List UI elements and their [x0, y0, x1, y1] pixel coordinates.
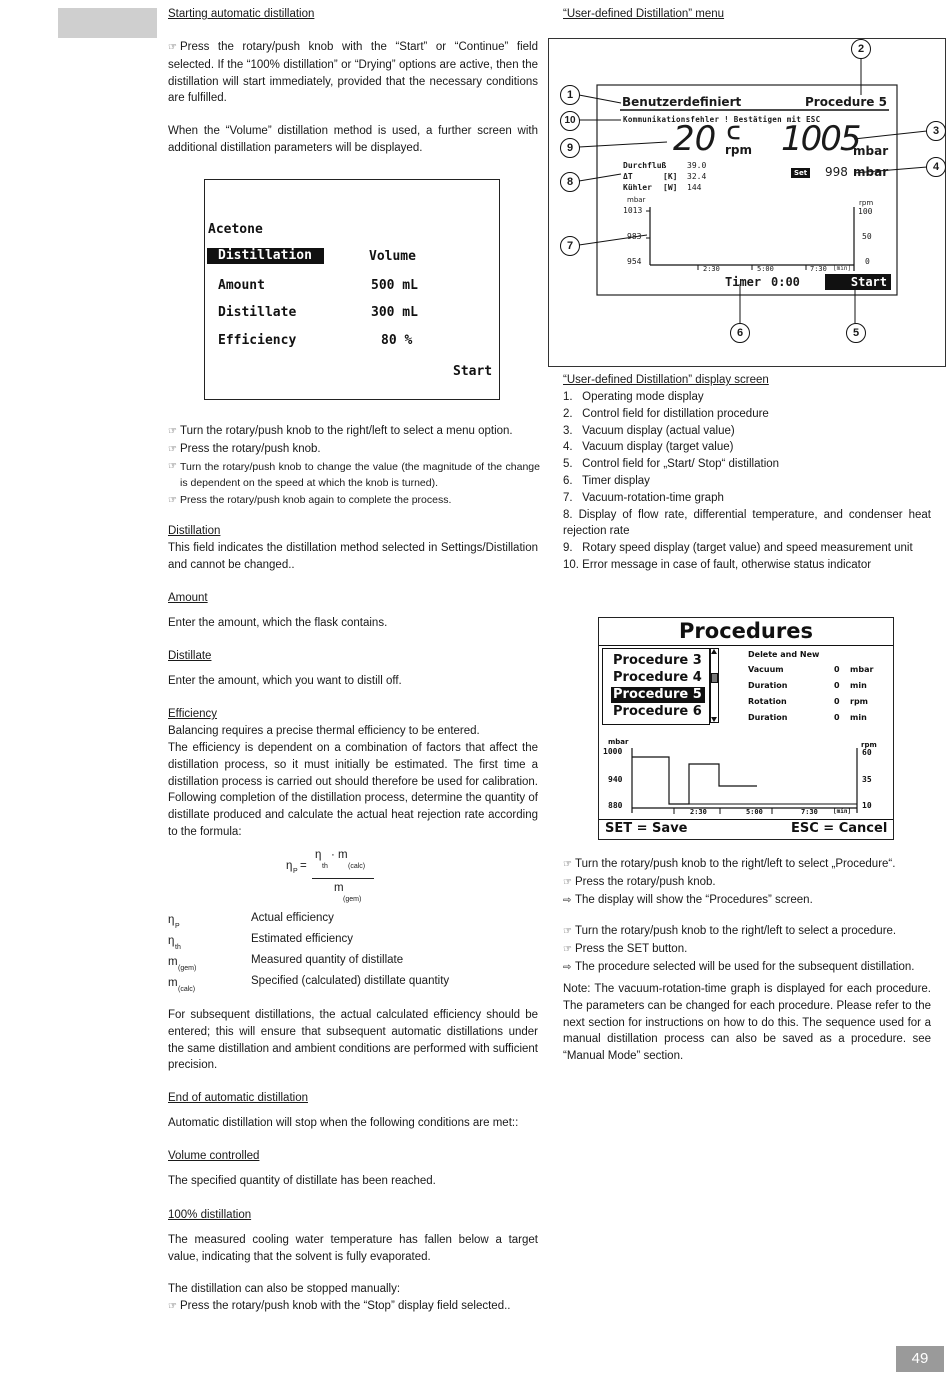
list-item: 3. Vacuum display (actual value): [563, 424, 735, 437]
list-item: 1. Operating mode display: [563, 391, 704, 403]
y-tick-left: 1013: [623, 206, 643, 215]
fraction-bar: [312, 878, 374, 879]
callout-10: 10: [560, 111, 580, 131]
formula-num-eta-sub: th: [322, 863, 328, 870]
amount-text: Enter the amount, which the flask contains.: [168, 617, 388, 629]
y-tick-right: 0: [865, 257, 870, 266]
end-text: Automatic distillation will stop when the following conditions are met::: [168, 1117, 519, 1129]
delete-new-option[interactable]: Delete and New: [748, 650, 820, 659]
speed-value: 20: [673, 119, 717, 159]
legend-row: [168, 952, 404, 972]
end-heading: End of automatic distillation: [168, 1092, 308, 1104]
start-heading: Starting automatic distillation: [168, 8, 315, 20]
param-vacuum-unit: mbar: [850, 665, 874, 674]
distillation-text: This field indicates the distillation method selected in Settings/Distillation and cannot be changed..: [168, 542, 538, 571]
hundred-text: The measured cooling water temperature has fallen below a target value, indicating that the solvent is fully evaporated.: [168, 1234, 538, 1263]
formula-num-m-sub: (calc): [348, 863, 366, 870]
formula-den-m-sub: (gem): [343, 896, 362, 903]
callout-1: 1: [560, 85, 580, 105]
page-number-box: [896, 1346, 944, 1372]
speed-unit: rpm: [725, 143, 753, 157]
list-item: ☞ Press the SET button.: [563, 941, 933, 959]
distillate-text: Enter the amount, which you want to distill off.: [168, 675, 402, 687]
procedures-title: Procedures: [679, 619, 813, 643]
formula-num-eta: η: [315, 849, 322, 861]
list-item: 4. Vacuum display (target value): [563, 441, 734, 454]
timer-label: Timer: [725, 275, 762, 289]
list-item: 9. Rotary speed display (target value) and speed measurement unit: [563, 542, 913, 555]
y-tick-right: 10: [862, 801, 872, 810]
x-tick: 2:30: [690, 808, 707, 816]
y-tick-right: 100: [858, 207, 873, 216]
y-tick-right: 50: [862, 232, 872, 241]
esc-cancel-label[interactable]: ESC = Cancel: [791, 821, 888, 836]
set-save-label[interactable]: SET = Save: [605, 821, 688, 836]
menu-heading: “User-defined Distillation” menu: [563, 8, 725, 20]
procedure-field[interactable]: Procedure 5: [805, 95, 887, 109]
note-text: Note: The vacuum-rotation-time graph is displayed for each procedure. The parameters can be changed for each procedure. Please refer to the next section for instructions on how to do this. The sequence used for a manual distillation process can also be saved as a procedure. see “Manual Mode” section.: [563, 983, 931, 1063]
y-tick-right: 35: [862, 775, 872, 784]
param-rotation-label: Rotation: [748, 697, 787, 706]
formula-num-m: · m: [331, 849, 348, 861]
legend-desc: Measured quantity of distillate: [251, 954, 404, 966]
dt-value: 32.4: [687, 172, 707, 181]
x-tick: 7:30: [801, 808, 818, 816]
y-tick-left: 940: [608, 775, 623, 784]
procedure-graph: [599, 618, 893, 839]
callout-8: 8: [560, 172, 580, 192]
efficiency-value[interactable]: 80 %: [381, 333, 413, 348]
volume-note: When the “Volume” distillation method is used, a further screen with additional distillation parameters will be displayed.: [168, 125, 538, 154]
callout-5: 5: [846, 323, 866, 343]
param-duration-unit: min: [850, 681, 867, 690]
efficiency-label: Efficiency: [218, 333, 297, 348]
list-item: ☞ Turn the rotary/push knob to the right/left to select a procedure.: [563, 923, 933, 941]
list-item: ☞ Press the rotary/push knob.: [168, 441, 540, 459]
steps-list: [168, 423, 540, 510]
x-tick: 5:00: [757, 265, 774, 273]
pointing-hand-icon: ☞: [168, 495, 177, 507]
list-item: 5. Control field for „Start/ Stop“ distillation: [563, 458, 780, 471]
list-item: ☞ Press the rotary/push knob.: [563, 874, 933, 892]
list-item: 6. Timer display: [563, 474, 650, 487]
legend-symbol: η: [168, 914, 175, 926]
y-tick-right: 60: [862, 748, 872, 757]
dt-unit: [K]: [663, 172, 678, 181]
subsequent-text: For subsequent distillations, the actual calculated efficiency should be entered; this will ensure that subsequent automatic distillations under the same distillation and ambient conditions are performed with sufficient precision.: [168, 1009, 538, 1072]
list-item: 10. Error message in case of fault, otherwise status indicator: [563, 558, 872, 571]
list-item: ☞ Turn the rotary/push knob to the right/left to select a menu option.: [168, 423, 540, 441]
pointing-hand-icon: ☞: [168, 460, 177, 472]
dt-label: ΔT: [623, 172, 633, 181]
y-tick-left: 1000: [603, 747, 623, 756]
proc-steps-2: [563, 923, 933, 976]
legend-row: [168, 910, 334, 930]
y-unit-right: rpm: [861, 741, 877, 749]
list-item: ⇨ The procedure selected will be used for the subsequent distillation.: [563, 959, 933, 977]
display-heading: “User-defined Distillation” display screen: [563, 374, 769, 386]
amount-heading: Amount: [168, 592, 208, 604]
y-unit-right: rpm: [859, 199, 874, 207]
list-item: 8. Display of flow rate, differential temperature, and condenser heat rejection rate: [563, 508, 931, 538]
operating-mode: Benutzerdefiniert: [622, 95, 742, 109]
vacuum-actual: 1005: [781, 119, 860, 159]
legend-row: [168, 973, 450, 993]
efficiency-text-2: The efficiency is dependent on a combination of factors that affect the distillation process, so it must initially be estimated. The first time a distillation process is carried out should therefore be used for calibration. Following completion of the distillation process, determine the quantity of distillate produced and calculate the actual heat rejection rate according to the formula:: [168, 742, 538, 838]
volume-controlled-text: The specified quantity of distillate has been reached.: [168, 1175, 436, 1187]
page-number: 49: [911, 1350, 929, 1367]
callout-7: 7: [560, 236, 580, 256]
list-item: ⇨ The display will show the “Procedures” screen.: [563, 892, 933, 910]
legend-symbol: m: [168, 956, 178, 968]
param-duration2-unit: min: [850, 713, 867, 722]
param-duration2-value[interactable]: 0: [834, 713, 840, 722]
pointing-hand-icon: ☞: [168, 42, 177, 53]
distillate-label: Distillate: [218, 305, 297, 320]
formula-lhs-sub: P: [293, 868, 298, 875]
outline-arrow-icon: ⇨: [563, 894, 572, 906]
legend-symbol: η: [168, 935, 175, 947]
formula: [280, 848, 400, 908]
ud-figure: [548, 38, 946, 367]
set-badge: Set: [791, 168, 810, 178]
proc-steps-1: [563, 856, 933, 909]
manual-stop-step: ☞ Press the rotary/push knob with the “Stop” display field selected..: [168, 1298, 510, 1316]
legend-sub: (gem): [178, 965, 197, 972]
start-stop-field[interactable]: Start: [825, 274, 891, 290]
formula-den-m: m: [334, 882, 344, 894]
screen-title: Acetone: [208, 222, 263, 237]
volume-screen: [204, 179, 500, 400]
spin-icon: ᑕ: [727, 123, 741, 143]
param-duration2-label: Duration: [748, 713, 788, 722]
footer-divider: [599, 819, 893, 820]
timer-value: 0:00: [771, 275, 800, 289]
distillate-heading: Distillate: [168, 650, 212, 662]
list-item: ☞ Press the rotary/push knob again to complete the process.: [168, 492, 540, 510]
param-rotation-unit: rpm: [850, 697, 869, 706]
param-rotation-value[interactable]: 0: [834, 697, 840, 706]
legend-sub: (calc): [178, 986, 196, 993]
list-item[interactable]: Procedure 3: [613, 653, 702, 668]
y-tick-left: 983: [627, 232, 642, 241]
flow-label: Durchfluß: [623, 161, 667, 170]
param-vacuum-label: Vacuum: [748, 665, 784, 674]
x-tick: 2:30: [703, 265, 720, 273]
amount-value[interactable]: 500 mL: [371, 278, 418, 293]
y-unit-left: mbar: [627, 196, 646, 204]
pointing-hand-icon: ☞: [563, 876, 572, 888]
vacuum-target-unit: mbar: [853, 165, 889, 179]
symbol-legend: [168, 910, 538, 1000]
legend-sub: P: [175, 923, 180, 930]
x-tick: 5:00: [746, 808, 763, 816]
pointing-hand-icon: ☞: [168, 426, 177, 437]
distillation-value: Volume: [369, 249, 416, 264]
legend-row: [168, 931, 354, 951]
outline-arrow-icon: ⇨: [563, 961, 572, 973]
list-item: 2. Control field for distillation procedure: [563, 407, 769, 420]
callout-6: 6: [730, 323, 750, 343]
y-tick-left: 880: [608, 801, 623, 810]
procedures-screen: [598, 617, 894, 840]
list-item: ☞ Turn the rotary/push knob to change the value (the magnitude of the change is dependent on the speed at which the knob is turned).: [168, 459, 540, 493]
distillation-label: Distillation :: [207, 248, 324, 264]
callout-2: 2: [851, 39, 871, 59]
pointing-hand-icon: ☞: [563, 859, 572, 870]
pointing-hand-icon: ☞: [168, 1301, 177, 1312]
cooler-value: 144: [687, 183, 702, 192]
x-unit: [min]: [833, 808, 852, 815]
callout-9: 9: [560, 138, 580, 158]
ud-screen-graphics: [549, 39, 945, 366]
y-unit-left: mbar: [608, 738, 629, 746]
x-tick: 7:30: [810, 265, 827, 273]
manual-stop-text: The distillation can also be stopped manually:: [168, 1283, 401, 1295]
pointing-hand-icon: ☞: [563, 926, 572, 937]
legend-desc: Specified (calculated) distillate quantity: [251, 975, 450, 987]
flow-value: 39.0: [687, 161, 707, 170]
legend-sub: th: [175, 944, 181, 951]
callout-4: 4: [926, 157, 946, 177]
list-item[interactable]: Procedure 6: [613, 704, 702, 719]
vacuum-target: 998: [825, 165, 848, 179]
pointing-hand-icon: ☞: [168, 443, 177, 455]
cooler-unit: [W]: [663, 183, 678, 192]
list-item-selected[interactable]: Procedure 5: [611, 687, 705, 703]
list-item: ☞ Turn the rotary/push knob to the right/left to select „Procedure“.: [563, 856, 933, 874]
volume-controlled-heading: Volume controlled: [168, 1150, 260, 1162]
header-tab: [58, 8, 157, 38]
legend-desc: Actual efficiency: [251, 912, 334, 924]
x-unit: [min]: [833, 265, 852, 272]
efficiency-heading: Efficiency: [168, 708, 218, 720]
start-field[interactable]: Start: [453, 364, 493, 379]
efficiency-text-1: Balancing requires a precise thermal efficiency to be entered.: [168, 725, 480, 737]
list-item[interactable]: Procedure 4: [613, 670, 702, 685]
distillate-value[interactable]: 300 mL: [371, 305, 418, 320]
status-message: Kommunikationsfehler ! Bestätigen mit ESC: [623, 115, 821, 124]
vacuum-trace: [632, 757, 757, 804]
y-tick-left: 954: [627, 257, 642, 266]
formula-eq: =: [300, 860, 307, 872]
legend-symbol: m: [168, 977, 178, 989]
start-instruction: ☞ Press the rotary/push knob with the “Start” or “Continue” field selected. If the “100% distillation” or “Drying” options are active, then the distillation will start immediately, provided that the necessary conditions are fulfilled.: [168, 41, 538, 105]
distillation-heading: Distillation: [168, 525, 221, 537]
param-vacuum-value[interactable]: 0: [834, 665, 840, 674]
param-duration-value[interactable]: 0: [834, 681, 840, 690]
callout-3: 3: [926, 121, 946, 141]
pointing-hand-icon: ☞: [563, 943, 572, 955]
list-item: 7. Vacuum-rotation-time graph: [563, 491, 724, 504]
param-duration-label: Duration: [748, 681, 788, 690]
legend-desc: Estimated efficiency: [251, 933, 354, 945]
display-items: [563, 389, 931, 574]
vacuum-actual-unit: mbar: [853, 144, 889, 158]
formula-lhs: η: [286, 860, 293, 872]
amount-label: Amount: [218, 278, 265, 293]
cooler-label: Kühler: [623, 183, 652, 192]
hundred-heading: 100% distillation: [168, 1209, 252, 1221]
